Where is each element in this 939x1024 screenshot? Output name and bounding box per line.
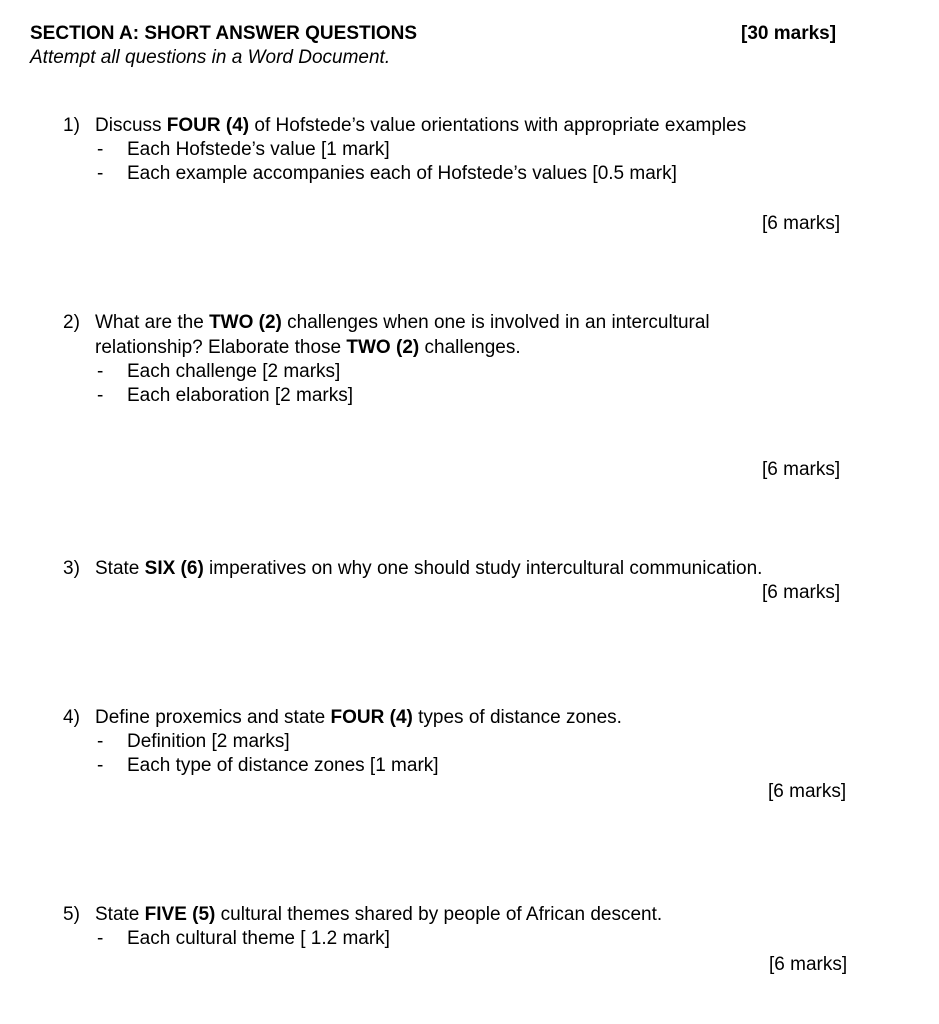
- section-title: SECTION A: SHORT ANSWER QUESTIONS: [30, 23, 418, 44]
- question-emphasis: TWO (2): [346, 337, 420, 358]
- bullet-item: Each Hofstede’s value [1 mark]: [127, 139, 390, 160]
- question-emphasis: FOUR (4): [330, 707, 413, 728]
- bullet-dash: -: [97, 928, 104, 949]
- section-instruction: Attempt all questions in a Word Document.: [30, 47, 391, 68]
- bullet-dash: -: [97, 731, 104, 752]
- bullet-item: Each example accompanies each of Hofstede’s values [0.5 mark]: [127, 163, 677, 184]
- bullet-item: Each challenge [2 marks]: [127, 361, 341, 382]
- question-number: 1): [63, 115, 80, 136]
- question-text: State SIX (6) imperatives on why one should study intercultural communication.: [95, 558, 763, 579]
- bullet-dash: -: [97, 755, 104, 776]
- question-emphasis: TWO (2): [209, 312, 282, 333]
- question-text: State FIVE (5) cultural themes shared by people of African descent.: [95, 904, 663, 925]
- question-text-line2: relationship? Elaborate those TWO (2) challenges.: [95, 337, 521, 358]
- question-emphasis: FOUR (4): [166, 115, 250, 136]
- question-number: 5): [63, 904, 80, 925]
- bullet-item: Each type of distance zones [1 mark]: [127, 755, 439, 776]
- bullet-item: Each cultural theme [ 1.2 mark]: [127, 928, 390, 949]
- bullet-dash: -: [97, 163, 104, 184]
- question-emphasis: FIVE (5): [144, 904, 216, 925]
- question-text: What are the TWO (2) challenges when one is involved in an intercultural: [95, 312, 710, 333]
- bullet-dash: -: [97, 139, 104, 160]
- question-text: Define proxemics and state FOUR (4) types of distance zones.: [95, 707, 622, 728]
- question-marks: [6 marks]: [768, 781, 847, 802]
- question-marks: [6 marks]: [769, 954, 848, 975]
- section-total-marks: [30 marks]: [741, 23, 837, 44]
- question-marks: [6 marks]: [762, 213, 841, 234]
- question-text: Discuss FOUR (4) of Hofstede’s value orientations with appropriate examples: [95, 115, 747, 136]
- question-marks: [6 marks]: [762, 582, 841, 603]
- question-number: 4): [63, 707, 80, 728]
- bullet-dash: -: [97, 361, 104, 382]
- bullet-dash: -: [97, 385, 104, 406]
- bullet-item: Each elaboration [2 marks]: [127, 385, 354, 406]
- bullet-item: Definition [2 marks]: [127, 731, 290, 752]
- question-number: 3): [63, 558, 80, 579]
- question-emphasis: SIX (6): [144, 558, 204, 579]
- question-number: 2): [63, 312, 80, 333]
- question-marks: [6 marks]: [762, 459, 841, 480]
